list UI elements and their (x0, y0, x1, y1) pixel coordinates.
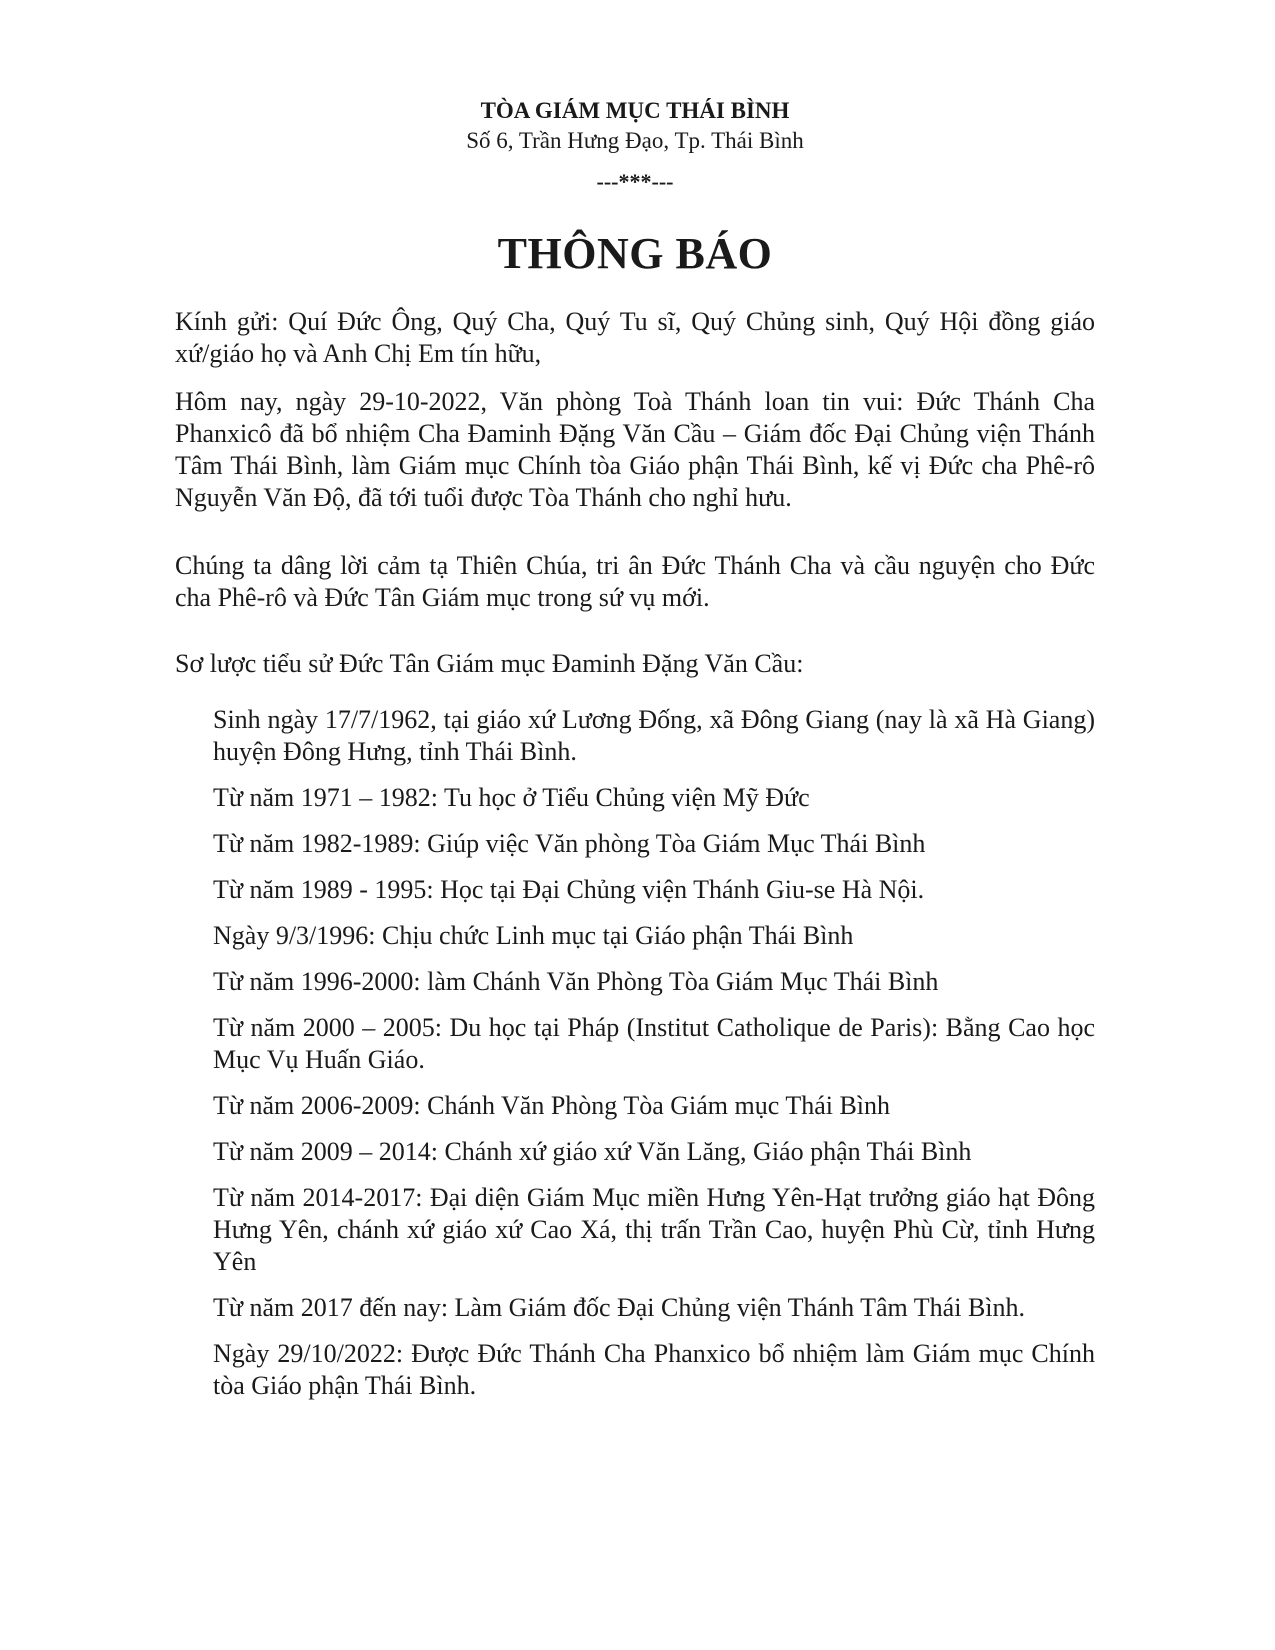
biography-item: Từ năm 1996-2000: làm Chánh Văn Phòng Tòa Giám Mục Thái Bình (213, 967, 939, 996)
salutation-paragraph: Kính gửi: Quí Đức Ông, Quý Cha, Quý Tu sĩ, Quý Chủng sinh, Quý Hội đồng giáo xứ/giáo họ và Anh Chị Em tín hữu, (175, 307, 1095, 368)
organization-name: TÒA GIÁM MỤC THÁI BÌNH (480, 98, 790, 123)
document-title: THÔNG BÁO (497, 229, 773, 278)
thanks-paragraph: Chúng ta dâng lời cảm tạ Thiên Chúa, tri ân Đức Thánh Cha và cầu nguyện cho Đức cha Phê-rô và Đức Tân Giám mục trong sứ vụ mới. (175, 551, 1095, 612)
biography-item: Từ năm 2006-2009: Chánh Văn Phòng Tòa Giám mục Thái Bình (213, 1091, 891, 1120)
biography-item: Từ năm 1971 – 1982: Tu học ở Tiểu Chủng viện Mỹ Đức (213, 783, 810, 812)
biography-item: Từ năm 2014-2017: Đại diện Giám Mục miền Hưng Yên-Hạt trưởng giáo hạt Đông Hưng Yên, chánh xứ giáo xứ Cao Xá, thị trấn Trần Cao, huyện Phù Cừ, tỉnh Hưng Yên (213, 1183, 1095, 1276)
biography-item: Từ năm 1989 - 1995: Học tại Đại Chủng viện Thánh Giu-se Hà Nội. (213, 875, 925, 904)
biography-item: Từ năm 1982-1989: Giúp việc Văn phòng Tòa Giám Mục Thái Bình (213, 829, 926, 858)
biography-item: Ngày 9/3/1996: Chịu chức Linh mục tại Giáo phận Thái Bình (213, 921, 854, 950)
document-page (175, 96, 1095, 1416)
header-separator: ---***--- (596, 169, 674, 194)
biography-list (213, 704, 1095, 1402)
biography-intro: Sơ lược tiểu sử Đức Tân Giám mục Đaminh Đặng Văn Cầu: (175, 649, 804, 678)
biography-item: Từ năm 2017 đến nay: Làm Giám đốc Đại Chủng viện Thánh Tâm Thái Bình. (213, 1293, 1026, 1322)
document-header (175, 96, 1095, 282)
biography-item: Sinh ngày 17/7/1962, tại giáo xứ Lương Đống, xã Đông Giang (nay là xã Hà Giang) huyện Đông Hưng, tỉnh Thái Bình. (213, 705, 1095, 766)
biography-item: Từ năm 2000 – 2005: Du học tại Pháp (Institut Catholique de Paris): Bằng Cao học Mục Vụ Huấn Giáo. (213, 1013, 1095, 1074)
announcement-paragraph: Hôm nay, ngày 29-10-2022, Văn phòng Toà Thánh loan tin vui: Đức Thánh Cha Phanxicô đã bổ nhiệm Cha Đaminh Đặng Văn Cầu – Giám đốc Đại Chủng viện Thánh Tâm Thái Bình, làm Giám mục Chính tòa Giáo phận Thái Bình, kế vị Đức cha Phê-rô Nguyễn Văn Độ, đã tới tuổi được Tòa Thánh cho nghỉ hưu. (175, 387, 1095, 512)
biography-item: Từ năm 2009 – 2014: Chánh xứ giáo xứ Văn Lăng, Giáo phận Thái Bình (213, 1137, 972, 1166)
organization-address: Số 6, Trần Hưng Đạo, Tp. Thái Bình (466, 128, 804, 153)
biography-item: Ngày 29/10/2022: Được Đức Thánh Cha Phanxico bổ nhiệm làm Giám mục Chính tòa Giáo phận Thái Bình. (213, 1339, 1095, 1400)
